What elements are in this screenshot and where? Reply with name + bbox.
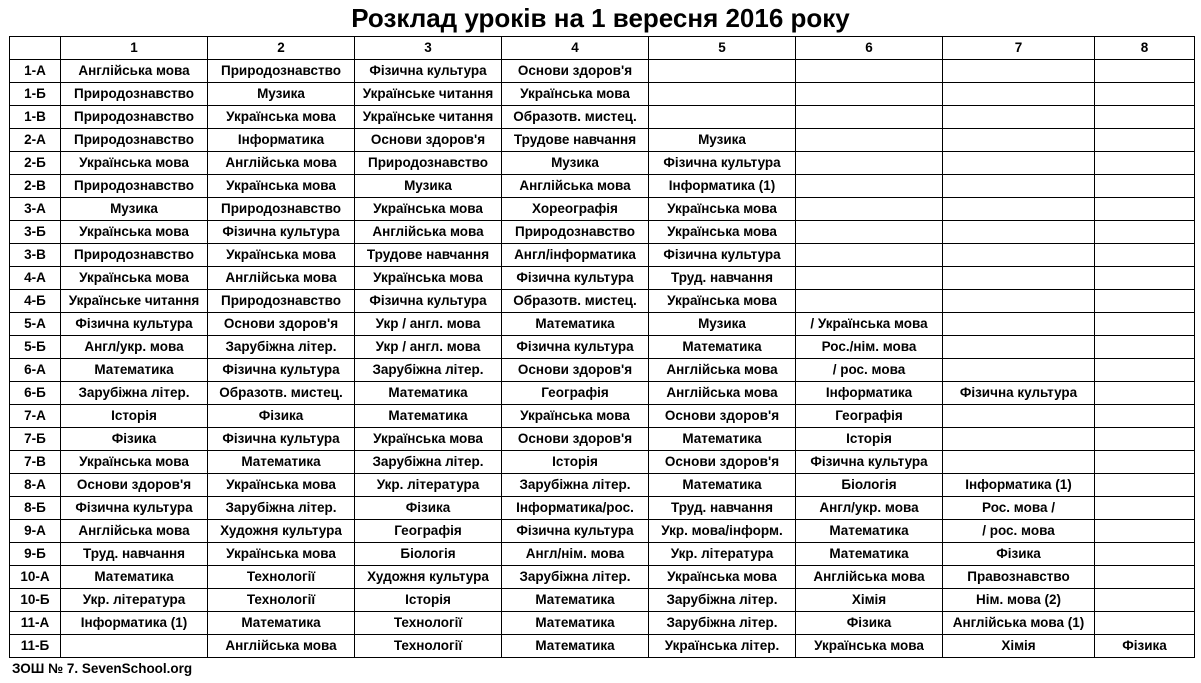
lesson-cell: Англійська мова (796, 566, 943, 589)
lesson-cell: Хореографія (502, 198, 649, 221)
lesson-cell: Зарубіжна літер. (208, 336, 355, 359)
lesson-cell: Укр. література (61, 589, 208, 612)
lesson-cell: / рос. мова (796, 359, 943, 382)
lesson-cell: Англійська мова (502, 175, 649, 198)
lesson-cell: / Українська мова (796, 313, 943, 336)
class-label: 7-А (10, 405, 61, 428)
lesson-cell: Географія (502, 382, 649, 405)
lesson-cell (1095, 359, 1195, 382)
lesson-cell (1095, 60, 1195, 83)
lesson-cell: Історія (61, 405, 208, 428)
class-label: 1-А (10, 60, 61, 83)
lesson-cell: Географія (355, 520, 502, 543)
lesson-cell: Рос. мова / (943, 497, 1095, 520)
lesson-cell: Музика (649, 129, 796, 152)
lesson-cell (1095, 451, 1195, 474)
lesson-cell (649, 83, 796, 106)
lesson-cell: Фізична культура (208, 221, 355, 244)
lesson-cell (1095, 152, 1195, 175)
lesson-cell: Математика (61, 359, 208, 382)
lesson-cell: Історія (796, 428, 943, 451)
table-row (10, 198, 1195, 221)
class-label: 5-А (10, 313, 61, 336)
lesson-cell: Основи здоров'я (649, 451, 796, 474)
table-row (10, 313, 1195, 336)
lesson-cell: Фізика (943, 543, 1095, 566)
lesson-cell: Математика (649, 474, 796, 497)
lesson-cell (943, 221, 1095, 244)
lesson-cell: Історія (502, 451, 649, 474)
class-label: 7-В (10, 451, 61, 474)
lesson-cell: Укр. мова/інформ. (649, 520, 796, 543)
class-label: 1-В (10, 106, 61, 129)
class-label: 2-А (10, 129, 61, 152)
lesson-cell: Зарубіжна літер. (649, 589, 796, 612)
lesson-cell (1095, 589, 1195, 612)
lesson-cell (1095, 129, 1195, 152)
lesson-cell: Математика (796, 520, 943, 543)
class-label: 6-Б (10, 382, 61, 405)
table-row (10, 175, 1195, 198)
lesson-cell: Українська мова (502, 405, 649, 428)
lesson-cell: Українська мова (208, 106, 355, 129)
lesson-cell: Фізична культура (208, 428, 355, 451)
lesson-cell: Інформатика (208, 129, 355, 152)
lesson-cell: Зарубіжна літер. (502, 474, 649, 497)
lesson-cell: Укр. література (355, 474, 502, 497)
lesson-cell: Українська мова (355, 428, 502, 451)
class-label: 2-В (10, 175, 61, 198)
lesson-cell: Труд. навчання (61, 543, 208, 566)
lesson-cell (796, 129, 943, 152)
lesson-cell: Фізична культура (796, 451, 943, 474)
table-row (10, 589, 1195, 612)
period-header: 4 (502, 37, 649, 60)
lesson-cell: Художня культура (355, 566, 502, 589)
lesson-cell (943, 244, 1095, 267)
lesson-cell (943, 129, 1095, 152)
lesson-cell: Математика (649, 336, 796, 359)
lesson-cell: Математика (796, 543, 943, 566)
class-label: 11-Б (10, 635, 61, 658)
lesson-cell: Українське читання (355, 83, 502, 106)
class-label: 10-А (10, 566, 61, 589)
lesson-cell: Основи здоров'я (502, 60, 649, 83)
lesson-cell: Українська мова (502, 83, 649, 106)
lesson-cell: Українська мова (208, 543, 355, 566)
table-row (10, 152, 1195, 175)
lesson-cell (1095, 497, 1195, 520)
lesson-cell: Англ/нім. мова (502, 543, 649, 566)
period-header: 7 (943, 37, 1095, 60)
lesson-cell (943, 405, 1095, 428)
lesson-cell: Основи здоров'я (649, 405, 796, 428)
lesson-cell: Фізична культура (208, 359, 355, 382)
class-label: 10-Б (10, 589, 61, 612)
lesson-cell: Українська мова (355, 267, 502, 290)
lesson-cell: Українська мова (61, 267, 208, 290)
period-header: 1 (61, 37, 208, 60)
lesson-cell: Основи здоров'я (502, 359, 649, 382)
class-label: 4-Б (10, 290, 61, 313)
lesson-cell: Музика (649, 313, 796, 336)
lesson-cell (796, 221, 943, 244)
lesson-cell (943, 428, 1095, 451)
lesson-cell: Фізична культура (61, 497, 208, 520)
lesson-cell: Природознавство (208, 198, 355, 221)
lesson-cell: Математика (502, 635, 649, 658)
lesson-cell (1095, 198, 1195, 221)
table-row (10, 405, 1195, 428)
lesson-cell: Нім. мова (2) (943, 589, 1095, 612)
lesson-cell: Трудове навчання (355, 244, 502, 267)
lesson-cell: Математика (502, 612, 649, 635)
lesson-cell (943, 451, 1095, 474)
table-row (10, 290, 1195, 313)
lesson-cell: Українська мова (796, 635, 943, 658)
lesson-cell (943, 267, 1095, 290)
lesson-cell: Технології (208, 589, 355, 612)
lesson-cell (796, 267, 943, 290)
lesson-cell (1095, 175, 1195, 198)
class-label: 8-Б (10, 497, 61, 520)
lesson-cell: Українська мова (61, 451, 208, 474)
lesson-cell (1095, 106, 1195, 129)
table-row (10, 106, 1195, 129)
lesson-cell: Зарубіжна літер. (649, 612, 796, 635)
table-row (10, 221, 1195, 244)
lesson-cell: Укр / англ. мова (355, 313, 502, 336)
lesson-cell: Українська мова (208, 244, 355, 267)
lesson-cell (1095, 83, 1195, 106)
lesson-cell: Українська мова (61, 152, 208, 175)
lesson-cell (796, 152, 943, 175)
lesson-cell: Технології (355, 635, 502, 658)
lesson-cell: Математика (355, 405, 502, 428)
lesson-cell: Англійська мова (208, 635, 355, 658)
table-row (10, 612, 1195, 635)
lesson-cell: Хімія (943, 635, 1095, 658)
lesson-cell (1095, 428, 1195, 451)
lesson-cell (943, 198, 1095, 221)
lesson-cell (943, 175, 1095, 198)
lesson-cell: Зарубіжна літер. (208, 497, 355, 520)
lesson-cell: Фізика (1095, 635, 1195, 658)
lesson-cell (1095, 267, 1195, 290)
table-row (10, 566, 1195, 589)
lesson-cell (943, 336, 1095, 359)
class-label: 1-Б (10, 83, 61, 106)
class-label: 8-А (10, 474, 61, 497)
lesson-cell: Математика (208, 612, 355, 635)
lesson-cell: Англійська мова (61, 520, 208, 543)
table-row (10, 359, 1195, 382)
lesson-cell: Географія (796, 405, 943, 428)
lesson-cell (796, 60, 943, 83)
corner-cell (10, 37, 61, 60)
lesson-cell: Основи здоров'я (355, 129, 502, 152)
class-label: 6-А (10, 359, 61, 382)
class-label: 9-А (10, 520, 61, 543)
lesson-cell: Природознавство (502, 221, 649, 244)
lesson-cell (943, 359, 1095, 382)
lesson-cell: Художня культура (208, 520, 355, 543)
lesson-cell: Математика (61, 566, 208, 589)
lesson-cell (1095, 336, 1195, 359)
lesson-cell: Зарубіжна літер. (502, 566, 649, 589)
lesson-cell (1095, 290, 1195, 313)
lesson-cell: Українська мова (649, 290, 796, 313)
lesson-cell (943, 313, 1095, 336)
lesson-cell: Англійська мова (208, 267, 355, 290)
table-row (10, 543, 1195, 566)
lesson-cell: Фізична культура (502, 336, 649, 359)
lesson-cell: Українська мова (61, 221, 208, 244)
class-label: 9-Б (10, 543, 61, 566)
lesson-cell: Технології (208, 566, 355, 589)
lesson-cell: Математика (502, 589, 649, 612)
lesson-cell: Фізична культура (502, 267, 649, 290)
lesson-cell: Природознавство (208, 60, 355, 83)
lesson-cell: Технології (355, 612, 502, 635)
table-row (10, 244, 1195, 267)
table-row (10, 474, 1195, 497)
lesson-cell: Природознавство (208, 290, 355, 313)
table-row (10, 267, 1195, 290)
lesson-cell (796, 290, 943, 313)
lesson-cell: Українська мова (649, 221, 796, 244)
table-row (10, 83, 1195, 106)
lesson-cell: Природознавство (61, 83, 208, 106)
lesson-cell (796, 198, 943, 221)
lesson-cell: Природознавство (61, 244, 208, 267)
lesson-cell: Укр. література (649, 543, 796, 566)
lesson-cell: Фізика (796, 612, 943, 635)
lesson-cell: Образотв. мистец. (502, 106, 649, 129)
footer-text: ЗОШ № 7. SevenSchool.org (12, 661, 193, 676)
lesson-cell: Англ/укр. мова (796, 497, 943, 520)
header-row (10, 37, 1195, 60)
lesson-cell: Біологія (796, 474, 943, 497)
lesson-cell: Музика (208, 83, 355, 106)
lesson-cell: Труд. навчання (649, 267, 796, 290)
page-title: Розклад уроків на 1 вересня 2016 року (351, 3, 850, 33)
lesson-cell: Фізична культура (61, 313, 208, 336)
lesson-cell: Інформатика (1) (61, 612, 208, 635)
class-label: 3-А (10, 198, 61, 221)
lesson-cell (1095, 474, 1195, 497)
lesson-cell (1095, 612, 1195, 635)
lesson-cell: Інформатика (796, 382, 943, 405)
lesson-cell: Українське читання (355, 106, 502, 129)
lesson-cell: Образотв. мистец. (502, 290, 649, 313)
lesson-cell: Англійська мова (649, 382, 796, 405)
table-row (10, 129, 1195, 152)
class-label: 11-А (10, 612, 61, 635)
class-label: 3-Б (10, 221, 61, 244)
lesson-cell: Природознавство (61, 129, 208, 152)
lesson-cell: Образотв. мистец. (208, 382, 355, 405)
lesson-cell: Природознавство (355, 152, 502, 175)
period-header: 3 (355, 37, 502, 60)
lesson-cell: Природознавство (61, 106, 208, 129)
lesson-cell (796, 83, 943, 106)
class-label: 2-Б (10, 152, 61, 175)
lesson-cell: Укр / англ. мова (355, 336, 502, 359)
lesson-cell: Зарубіжна літер. (61, 382, 208, 405)
lesson-cell: Українська мова (649, 198, 796, 221)
lesson-cell: Музика (355, 175, 502, 198)
lesson-cell (649, 60, 796, 83)
lesson-cell (1095, 543, 1195, 566)
table-row (10, 336, 1195, 359)
lesson-cell (943, 60, 1095, 83)
lesson-cell: Зарубіжна літер. (355, 451, 502, 474)
lesson-cell: Фізика (208, 405, 355, 428)
lesson-cell: Хімія (796, 589, 943, 612)
lesson-cell (943, 152, 1095, 175)
lesson-cell (1095, 566, 1195, 589)
lesson-cell (1095, 405, 1195, 428)
lesson-cell: Англ/інформатика (502, 244, 649, 267)
table-row (10, 635, 1195, 658)
lesson-cell: Фізична культура (649, 244, 796, 267)
lesson-cell: Музика (61, 198, 208, 221)
table-row (10, 60, 1195, 83)
lesson-cell: Фізична культура (502, 520, 649, 543)
lesson-cell (943, 83, 1095, 106)
lesson-cell: Фізична культура (649, 152, 796, 175)
lesson-cell: Англійська мова (61, 60, 208, 83)
lesson-cell: Українська мова (208, 474, 355, 497)
lesson-cell: Українська мова (208, 175, 355, 198)
class-label: 3-В (10, 244, 61, 267)
lesson-cell: Англійська мова (355, 221, 502, 244)
period-header: 8 (1095, 37, 1195, 60)
lesson-cell (796, 175, 943, 198)
lesson-cell: Біологія (355, 543, 502, 566)
lesson-cell (61, 635, 208, 658)
lesson-cell (1095, 244, 1195, 267)
lesson-cell: Основи здоров'я (208, 313, 355, 336)
lesson-cell (943, 106, 1095, 129)
lesson-cell: Українська мова (649, 566, 796, 589)
lesson-cell: Інформатика (1) (649, 175, 796, 198)
lesson-cell: Математика (208, 451, 355, 474)
schedule-table (9, 36, 1195, 658)
class-label: 7-Б (10, 428, 61, 451)
period-header: 6 (796, 37, 943, 60)
lesson-cell (649, 106, 796, 129)
lesson-cell: Основи здоров'я (502, 428, 649, 451)
lesson-cell: Основи здоров'я (61, 474, 208, 497)
lesson-cell: Фізика (61, 428, 208, 451)
lesson-cell: Англійська мова (649, 359, 796, 382)
lesson-cell: Українське читання (61, 290, 208, 313)
lesson-cell: Природознавство (61, 175, 208, 198)
lesson-cell: Фізична культура (355, 290, 502, 313)
lesson-cell: / рос. мова (943, 520, 1095, 543)
lesson-cell (796, 106, 943, 129)
lesson-cell: Труд. навчання (649, 497, 796, 520)
lesson-cell (1095, 382, 1195, 405)
table-row (10, 497, 1195, 520)
lesson-cell (943, 290, 1095, 313)
period-header: 5 (649, 37, 796, 60)
lesson-cell: Фізична культура (943, 382, 1095, 405)
lesson-cell: Трудове навчання (502, 129, 649, 152)
lesson-cell: Правознавство (943, 566, 1095, 589)
lesson-cell: Українська мова (355, 198, 502, 221)
class-label: 5-Б (10, 336, 61, 359)
table-row (10, 382, 1195, 405)
lesson-cell: Фізика (355, 497, 502, 520)
lesson-cell: Англійська мова (1) (943, 612, 1095, 635)
lesson-cell (796, 244, 943, 267)
period-header: 2 (208, 37, 355, 60)
lesson-cell: Математика (649, 428, 796, 451)
lesson-cell: Зарубіжна літер. (355, 359, 502, 382)
lesson-cell: Англійська мова (208, 152, 355, 175)
lesson-cell (1095, 221, 1195, 244)
lesson-cell: Інформатика (1) (943, 474, 1095, 497)
class-label: 4-А (10, 267, 61, 290)
lesson-cell: Англ/укр. мова (61, 336, 208, 359)
lesson-cell: Інформатика/рос. (502, 497, 649, 520)
lesson-cell (1095, 520, 1195, 543)
lesson-cell: Математика (502, 313, 649, 336)
table-row (10, 451, 1195, 474)
lesson-cell: Рос./нім. мова (796, 336, 943, 359)
lesson-cell: Фізична культура (355, 60, 502, 83)
lesson-cell: Історія (355, 589, 502, 612)
lesson-cell: Математика (355, 382, 502, 405)
table-row (10, 428, 1195, 451)
table-row (10, 520, 1195, 543)
lesson-cell: Українська літер. (649, 635, 796, 658)
lesson-cell: Музика (502, 152, 649, 175)
lesson-cell (1095, 313, 1195, 336)
